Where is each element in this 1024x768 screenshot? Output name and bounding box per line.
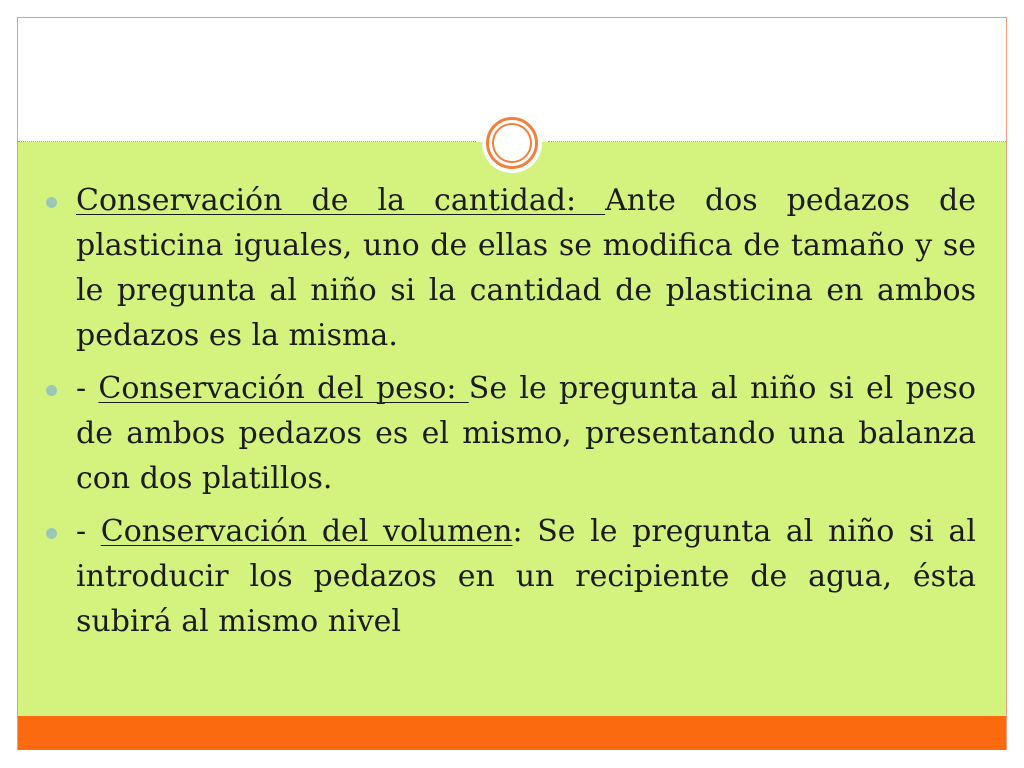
bullet-prefix: - (76, 371, 99, 406)
divider-right (548, 141, 1006, 142)
divider-left (18, 141, 476, 142)
bullet-term: Conservación del peso: (98, 371, 469, 406)
bullet-body: Ante dos pedazos de plasticina iguales, uno de ellas se modifica de tamaño y se le pregunta al niño si la cantidad de plasticina en ambos pedazos es la misma. (76, 183, 976, 353)
bullet-dot-icon (46, 385, 57, 396)
footer-bar (18, 716, 1006, 750)
bullet-dot-icon (46, 528, 57, 539)
bullet-body: Se le pregunta al niño si el peso de ambos pedazos es el mismo, presentando una balanza con dos platillos. (76, 371, 976, 496)
bullet-body: : Se le pregunta al niño si al introducir los pedazos en un recipiente de agua, ésta subirá al mismo nivel (76, 514, 976, 639)
bullet-item-peso (46, 366, 976, 501)
bullet-term: Conservación de la cantidad: (76, 183, 606, 218)
bullet-term: Conservación del volumen (100, 514, 513, 549)
bullet-item-cantidad (46, 178, 976, 358)
bullet-item-volumen (46, 509, 976, 644)
bullet-list (46, 178, 976, 652)
bullet-dot-icon (46, 197, 57, 208)
bullet-prefix: - (76, 514, 101, 549)
ring-ornament-inner (492, 123, 532, 163)
